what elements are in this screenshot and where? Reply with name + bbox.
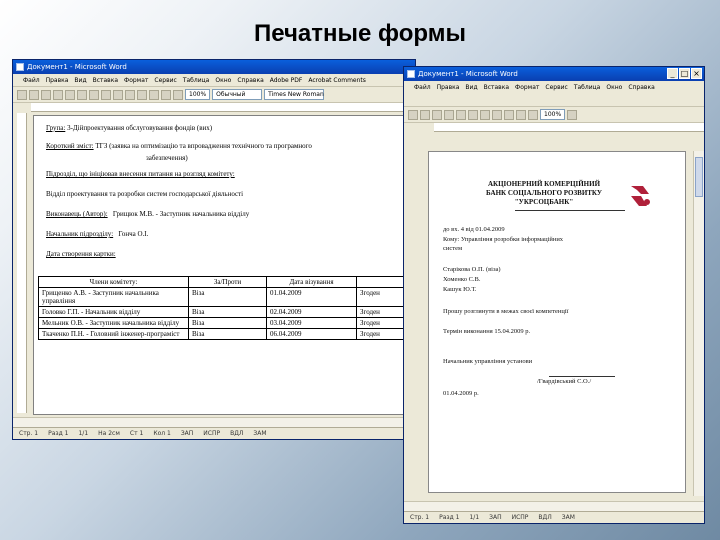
right-title-bar[interactable] <box>404 67 704 81</box>
paste-icon[interactable] <box>113 90 123 100</box>
committee-table <box>38 276 405 340</box>
status-rec: ЗАП <box>180 430 194 437</box>
head-field <box>46 230 148 238</box>
print-icon[interactable] <box>53 90 63 100</box>
short-label: Короткий зміст: <box>46 142 94 150</box>
right-window-title: Документ1 - Microsoft Word <box>418 70 518 78</box>
menu-acrobat-comments[interactable]: Acrobat Comments <box>308 77 366 84</box>
preview-icon[interactable] <box>65 90 75 100</box>
maximize-icon[interactable]: □ <box>680 69 689 78</box>
right-document-page[interactable] <box>428 151 686 493</box>
doc-line-4: Старікова О.П. (віза) <box>443 266 501 273</box>
menu-help[interactable]: Справка <box>628 84 655 91</box>
doc-line-8: Термін виконання 15.04.2009 р. <box>443 328 531 335</box>
word-icon <box>407 70 415 78</box>
status-line: Ст 1 <box>129 430 144 437</box>
status-page: Стр. 1 <box>410 514 430 521</box>
undo-icon[interactable] <box>504 110 514 120</box>
right-vertical-scrollbar[interactable] <box>693 151 704 496</box>
close-icon[interactable]: × <box>691 68 702 79</box>
doc-line-3: систем <box>443 245 463 252</box>
header-rule <box>515 210 625 211</box>
status-at: На 2см <box>98 430 120 437</box>
member-name: Мельник О.В. - Заступник начальника відділу <box>39 318 189 329</box>
style-select[interactable]: Обычный <box>212 89 262 100</box>
new-icon[interactable] <box>17 90 27 100</box>
bank-line-2: БАНК СОЦІАЛЬНОГО РОЗВИТКУ <box>485 189 603 197</box>
group-field <box>46 124 212 132</box>
table-row <box>39 307 406 318</box>
left-window-title: Документ1 - Microsoft Word <box>27 63 127 71</box>
right-horizontal-scrollbar[interactable] <box>404 501 704 511</box>
status-col: Кол 1 <box>153 430 171 437</box>
doc-line-2: Кому: Управління розробки інформаційних <box>443 236 564 243</box>
new-icon[interactable] <box>408 110 418 120</box>
member-name: Ткаченко П.Н. - Головний інженер-програміст <box>39 329 189 340</box>
date-field <box>46 250 116 258</box>
preview-icon[interactable] <box>456 110 466 120</box>
menu-tools[interactable]: Сервис <box>545 84 568 91</box>
left-horizontal-scrollbar[interactable] <box>13 417 415 427</box>
menu-view[interactable]: Вид <box>74 77 87 84</box>
author-field <box>46 210 249 218</box>
font-select[interactable]: Times New Roman <box>264 89 324 100</box>
doc-line-7: Прошу розглянути в межах своєї компетенції <box>443 308 569 315</box>
right-menu-bar <box>404 81 704 107</box>
slide-title: Печатные формы <box>254 20 466 47</box>
status-trk: ИСПР <box>203 430 221 437</box>
left-title-bar[interactable] <box>13 60 415 74</box>
member-date: 02.04.2009 <box>267 307 357 318</box>
right-word-window <box>403 66 705 524</box>
member-date: 01.04.2009 <box>267 288 357 307</box>
bank-line-3: "УКРСОЦБАНК" <box>514 198 574 206</box>
copy-icon[interactable] <box>101 90 111 100</box>
menu-table[interactable]: Таблица <box>573 84 601 91</box>
date-label: Дата створення картки: <box>46 250 116 258</box>
table-row <box>39 329 406 340</box>
dept-value: Відділ проектування та розробки систем господарської діяльності <box>46 190 244 198</box>
member-status: Згоден <box>357 329 406 340</box>
save-icon[interactable] <box>432 110 442 120</box>
short-value: ТГЗ (заявка на оптимізацію та впровадження технічного та програмного <box>95 142 312 150</box>
paste-icon[interactable] <box>492 110 502 120</box>
zoom-select[interactable]: 100% <box>540 109 565 120</box>
head-label: Начальник підрозділу: <box>46 230 114 238</box>
doc-line-11: 01.04.2009 р. <box>443 390 479 397</box>
menu-window[interactable]: Окно <box>215 77 232 84</box>
doc-line-5: Хоменко С.В. <box>443 276 481 283</box>
table-icon[interactable] <box>528 110 538 120</box>
member-vote: Віза <box>189 329 267 340</box>
bank-logo-icon <box>627 182 653 210</box>
member-status: Згоден <box>357 318 406 329</box>
scrollbar-thumb[interactable] <box>695 157 703 197</box>
status-trk: ИСПР <box>511 514 529 521</box>
horizontal-ruler <box>31 103 415 112</box>
status-section: Разд 1 <box>48 430 69 437</box>
menu-table[interactable]: Таблица <box>182 77 210 84</box>
status-section: Разд 1 <box>439 514 460 521</box>
horizontal-ruler <box>434 123 704 132</box>
left-menu-bar <box>13 74 415 87</box>
bank-header <box>459 180 629 207</box>
member-date: 03.04.2009 <box>267 318 357 329</box>
cut-icon[interactable] <box>468 110 478 120</box>
member-name: Головко Г.П. - Начальник відділу <box>39 307 189 318</box>
member-vote: Віза <box>189 307 267 318</box>
bank-line-1: АКЦІОНЕРНИЙ КОМЕРЦІЙНИЙ <box>487 180 601 188</box>
menu-format[interactable]: Формат <box>515 84 540 91</box>
doc-line-9: Начальник управління установи <box>443 358 533 365</box>
menu-window[interactable]: Окно <box>606 84 623 91</box>
cut-icon[interactable] <box>89 90 99 100</box>
dept-label <box>46 170 235 178</box>
menu-file[interactable]: Файл <box>23 77 40 84</box>
menu-edit[interactable]: Правка <box>436 84 460 91</box>
print-icon[interactable] <box>444 110 454 120</box>
member-vote: Віза <box>189 318 267 329</box>
menu-format[interactable]: Формат <box>124 77 149 84</box>
group-value: 3-Дійпроектування обслуговування фондів (вих) <box>67 124 213 132</box>
status-ext: ВДЛ <box>230 430 244 437</box>
status-ovr: ЗАМ <box>253 430 267 437</box>
doc-line-10: /Гвардівський С.О./ <box>537 378 592 385</box>
minimize-icon[interactable]: _ <box>667 68 678 79</box>
member-vote: Віза <box>189 288 267 307</box>
right-standard-toolbar <box>404 107 704 123</box>
member-name: Грищенко А.В. - Заступник начальника управління <box>39 288 189 307</box>
undo-icon[interactable] <box>125 90 135 100</box>
paragraph-icon[interactable] <box>173 90 183 100</box>
menu-view[interactable]: Вид <box>465 84 478 91</box>
signature-line <box>549 376 615 377</box>
menu-insert[interactable]: Вставка <box>92 77 119 84</box>
word-icon <box>16 63 24 71</box>
menu-tools[interactable]: Сервис <box>154 77 177 84</box>
spelling-icon[interactable] <box>77 90 87 100</box>
open-icon[interactable] <box>29 90 39 100</box>
left-word-window <box>12 59 416 440</box>
save-icon[interactable] <box>41 90 51 100</box>
left-document-page[interactable] <box>33 115 405 415</box>
open-icon[interactable] <box>420 110 430 120</box>
col-date: Дата візування <box>267 277 357 288</box>
menu-adobe-pdf[interactable]: Adobe PDF <box>269 77 303 84</box>
menu-insert[interactable]: Вставка <box>483 84 510 91</box>
menu-help[interactable]: Справка <box>237 77 264 84</box>
left-status-bar <box>13 427 415 439</box>
window-controls <box>667 68 702 79</box>
dept-label-text: Підрозділ, що ініціював внесення питання на розгляд комітету: <box>46 170 235 178</box>
copy-icon[interactable] <box>480 110 490 120</box>
doc-line-6: Кашук Ю.Т. <box>443 286 477 293</box>
member-status: Згоден <box>357 307 406 318</box>
menu-edit[interactable]: Правка <box>45 77 69 84</box>
columns-icon[interactable] <box>161 90 171 100</box>
vertical-ruler <box>17 113 27 413</box>
redo-icon[interactable] <box>137 90 147 100</box>
menu-file[interactable]: Файл <box>414 84 431 91</box>
status-ext: ВДЛ <box>538 514 552 521</box>
group-label: Група: <box>46 124 66 132</box>
status-page: Стр. 1 <box>19 430 39 437</box>
redo-icon[interactable] <box>516 110 526 120</box>
status-pages: 1/1 <box>78 430 89 437</box>
col-status <box>357 277 406 288</box>
table-header-row <box>39 277 406 288</box>
author-value: Грищюк М.В. - Заступник начальника відділу <box>112 210 250 218</box>
status-ovr: ЗАМ <box>561 514 575 521</box>
doc-line-1: до вх. 4 від 01.04.2009 <box>443 226 505 233</box>
left-standard-toolbar <box>13 87 415 103</box>
table-row <box>39 288 406 307</box>
zoom-select[interactable]: 100% <box>185 89 210 100</box>
help-icon[interactable] <box>567 110 577 120</box>
right-status-bar <box>404 511 704 523</box>
head-value: Гонча О.І. <box>118 230 149 238</box>
status-pages: 1/1 <box>469 514 480 521</box>
member-status: Згоден <box>357 288 406 307</box>
member-date: 06.04.2009 <box>267 329 357 340</box>
col-vote: За/Проти <box>189 277 267 288</box>
col-members: Члени комітету: <box>39 277 189 288</box>
short-field <box>46 142 312 150</box>
status-rec: ЗАП <box>489 514 502 521</box>
short-value-cont: забезпечення) <box>146 154 188 162</box>
table-row <box>39 318 406 329</box>
table-icon[interactable] <box>149 90 159 100</box>
author-label: Виконавець (Автор): <box>46 210 108 218</box>
